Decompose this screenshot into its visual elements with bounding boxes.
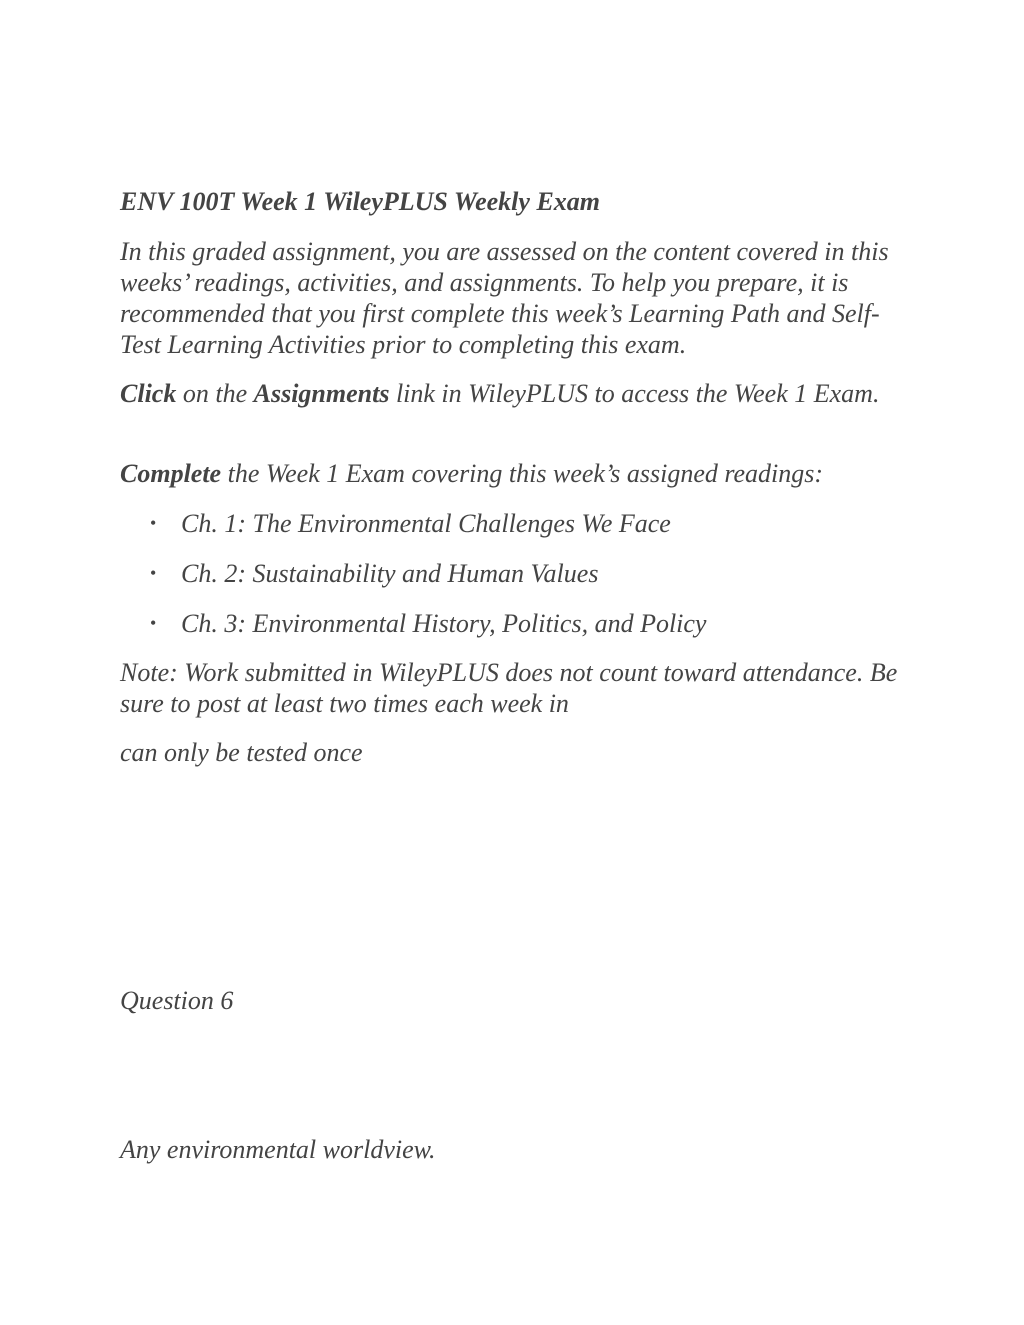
list-item	[120, 558, 910, 608]
bullet-icon: •	[150, 613, 157, 633]
instruction-complete-paragraph	[120, 458, 910, 489]
intro-paragraph: In this graded assignment, you are assessed on the content covered in this weeks’ readings, activities, and assignments. To help you prepare, it is recommended that you first complete this week’s Learning Path and Self-Test Learning Activities prior to completing this exam.	[120, 237, 889, 359]
answer-text: Any environmental worldview.	[120, 1135, 436, 1164]
click-rest-text: link in WileyPLUS to access the Week 1 Exam.	[389, 379, 880, 408]
reading-label: Ch. 1: The Environmental Challenges We Face	[181, 509, 671, 538]
bullet-icon: •	[150, 513, 157, 533]
tested-once-text: can only be tested once	[120, 738, 363, 767]
document-title: ENV 100T Week 1 WileyPLUS Weekly Exam	[120, 187, 601, 216]
list-item	[120, 608, 910, 658]
instruction-click-paragraph	[120, 378, 910, 409]
assignments-link-word: Assignments	[253, 379, 390, 408]
complete-rest-text: the Week 1 Exam covering this week’s assigned readings:	[221, 459, 824, 488]
attendance-note: Note: Work submitted in WileyPLUS does not count toward attendance. Be sure to post at least two times each week in	[120, 658, 898, 718]
click-lead-text: Click	[120, 379, 177, 408]
reading-label: Ch. 2: Sustainability and Human Values	[181, 559, 599, 588]
bullet-icon: •	[150, 563, 157, 583]
question-label: Question 6	[120, 986, 234, 1015]
click-mid-text: on the	[176, 379, 254, 408]
readings-list	[120, 508, 910, 658]
complete-lead-text: Complete	[120, 459, 222, 488]
list-item	[120, 508, 910, 558]
reading-label: Ch. 3: Environmental History, Politics, and Policy	[181, 609, 707, 638]
